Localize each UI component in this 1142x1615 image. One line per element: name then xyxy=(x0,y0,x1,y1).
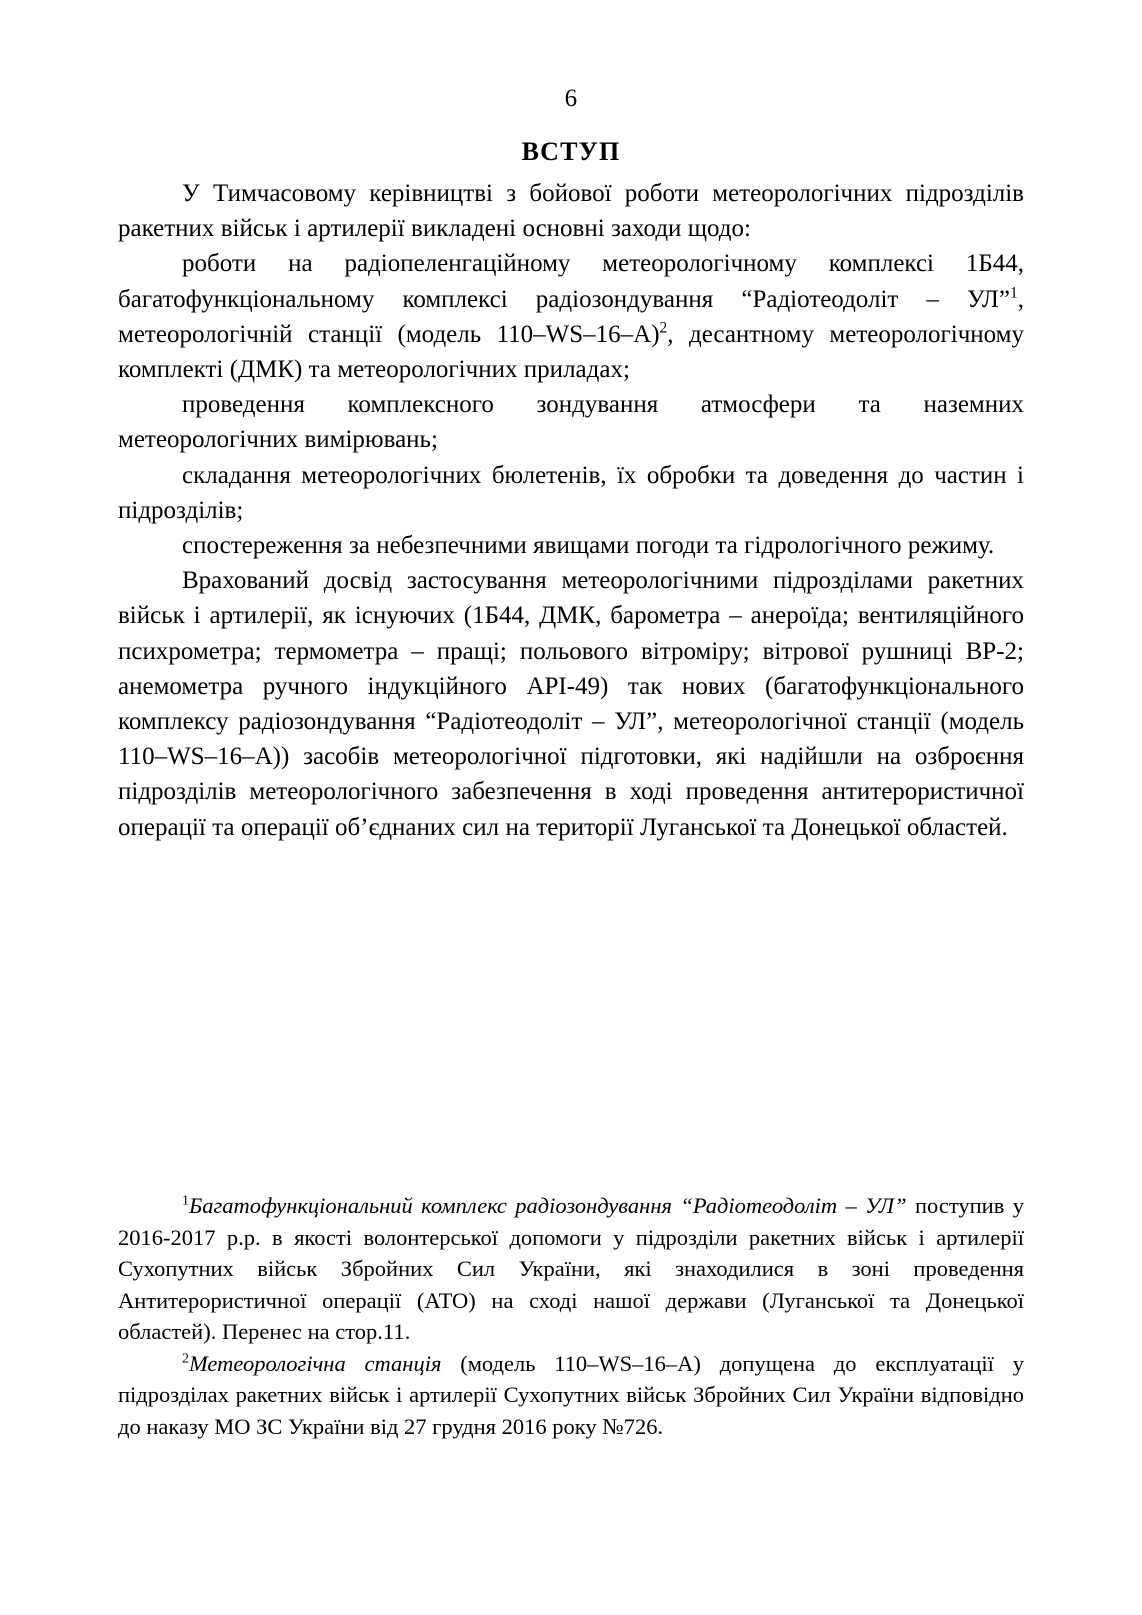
paragraph-intro-lead xyxy=(118,176,1024,246)
text-run: , десантному метеорологічному комплекті (ДМК) та метеорологічних приладах; xyxy=(118,320,1024,384)
footnote-title: Метеорологічна станція xyxy=(188,1350,442,1376)
paragraph-experience xyxy=(118,563,1024,845)
text-run: У Тимчасовому керівництві з бойової роботи метеорологічних підрозділів ракетних військ і артилерії викладені основні заходи щодо: xyxy=(118,180,1024,243)
text-run: спостереження за небезпечними явищами погоди та гідрологічного режиму. xyxy=(182,532,995,560)
footnote-1 xyxy=(118,1190,1024,1348)
body-text-block xyxy=(118,176,1024,845)
footnote-marker: 1 xyxy=(182,1193,189,1209)
footnote-2 xyxy=(118,1348,1024,1443)
footnote-text: (модель 110–WS–16–А) допущена до експлуатації у підрозділах ракетних військ і артилерії Сухопутних військ Збройних Сил України відповідно до наказу МО ЗС України від 27 грудня 2016 року №726. xyxy=(118,1350,1024,1439)
footnote-reference: 1 xyxy=(1010,284,1018,301)
footnote-marker: 2 xyxy=(182,1350,189,1366)
footnote-text: поступив у 2016-2017 р.р. в якості волонтерської допомоги у підрозділи ракетних військ і артилерії Сухопутних військ Збройних Сил України, які знаходилися в зоні проведення Антитерористичної операції (АТО) на сході нашої держави (Луганської та Донецької областей). Перенес на стор.11. xyxy=(118,1193,1024,1344)
footnote-block xyxy=(118,1190,1024,1442)
page-title: ВСТУП xyxy=(521,137,621,167)
text-run: роботи на радіопеленгаційному метеорологічному комплексі 1Б44, багатофункціональному комплексі радіозондування “Радіотеодоліт – УЛ” xyxy=(118,250,1024,313)
paragraph-item-sounding xyxy=(118,387,1024,457)
paragraph-item-observation xyxy=(118,528,1024,563)
paragraph-item-bulletins xyxy=(118,458,1024,528)
text-run: , метеорологічній станції (модель 110–WS–16–А) xyxy=(118,285,1024,348)
text-run: проведення комплексного зондування атмосфери та наземних метеорологічних вимірювань; xyxy=(118,391,1024,454)
text-run: складання метеорологічних бюлетенів, їх обробки та доведення до частин і підрозділів; xyxy=(118,461,1024,524)
footnote-title: Багатофункціональний комплекс радіозондування “Радіотеодоліт – УЛ” xyxy=(188,1193,907,1218)
footnote-reference: 2 xyxy=(659,319,668,337)
text-run: Врахований досвід застосування метеорологічними підрозділами ракетних військ і артилерії, як існуючих (1Б44, ДМК, барометра – анероїда; вентиляційного психрометра; термометра – пращі; польового вітроміру; вітрової рушниці ВР-2; анемометра ручного індукційного АРІ-49) так нових (багатофункціонального комплексу радіозондування “Радіотеодоліт – УЛ”, метеорологічної станції (модель 110–WS–16–А)) засобів метеорологічної підготовки, які надійшли на озброєння підрозділів метеорологічного забезпечення в ході проведення антитерористичної операції та операції об’єднаних сил на території Луганської та Донецької областей. xyxy=(118,567,1024,841)
paragraph-item-complexes xyxy=(118,246,1024,387)
page-number: 6 xyxy=(564,85,578,112)
